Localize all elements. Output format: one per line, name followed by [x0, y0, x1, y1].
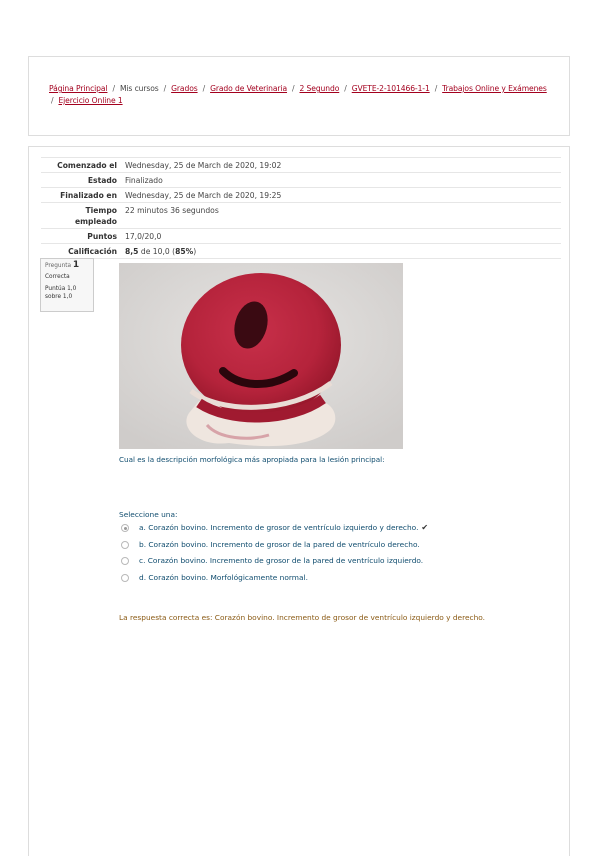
summary-row-marks [41, 229, 561, 244]
answer-b-text: b. Corazón bovino. Incremento de grosor de la pared de ventrículo derecho. [139, 539, 420, 549]
answer-d-text: d. Corazón bovino. Morfológicamente normal. [139, 572, 308, 582]
started-label: Comenzado el [57, 160, 117, 170]
grade-percent: 85% [175, 246, 194, 256]
started-value: Wednesday, 25 de March de 2020, 19:02 [125, 160, 282, 170]
breadcrumb-semester-link[interactable]: 2 Segundo [299, 84, 340, 93]
question-number: 1 [72, 260, 80, 270]
time-taken-value: 22 minutos 36 segundos [125, 205, 219, 215]
breadcrumb-section-link[interactable]: Trabajos Online y Exámenes [442, 84, 547, 93]
marks-value: 17,0/20,0 [125, 231, 162, 241]
summary-row-time [41, 203, 561, 229]
breadcrumb-degree-link[interactable]: Grado de Veterinaria [210, 84, 288, 93]
attempt-summary-table [41, 157, 561, 259]
radio-button-b[interactable] [121, 541, 129, 549]
breadcrumb-my-courses: Mis cursos [119, 84, 159, 93]
summary-row-finished [41, 188, 561, 203]
radio-button-a[interactable] [121, 524, 129, 532]
breadcrumb-home-link[interactable]: Página Principal [49, 84, 108, 93]
breadcrumb-course-link[interactable]: GVETE-2-101466-1-1 [351, 84, 430, 93]
breadcrumb-separator: / [51, 96, 54, 105]
answer-option-c[interactable] [121, 556, 541, 573]
summary-row-started [41, 158, 561, 173]
question-grade: Puntúa 1,0 sobre 1,0 [45, 286, 77, 300]
answer-option-a[interactable] [121, 523, 541, 540]
finished-value: Wednesday, 25 de March de 2020, 19:25 [125, 190, 282, 200]
answer-option-b[interactable] [121, 540, 541, 557]
breadcrumb-degrees-link[interactable]: Grados [171, 84, 198, 93]
quiz-review-panel [28, 146, 570, 856]
grade-value-cell: 8,5 de 10,0 (85%) [125, 246, 197, 256]
radio-button-d[interactable] [121, 574, 129, 582]
grade-out-of: de 10,0 [140, 246, 170, 256]
breadcrumb-separator: / [434, 84, 438, 93]
radio-button-c[interactable] [121, 557, 129, 565]
breadcrumb-separator: / [292, 84, 295, 93]
question-number-label: Pregunta [45, 263, 72, 269]
check-icon: ✔ [421, 523, 429, 532]
bovine-heart-image [119, 263, 403, 449]
breadcrumb-separator: / [112, 84, 115, 93]
breadcrumb-separator: / [163, 84, 167, 93]
grade-label: Calificación [68, 246, 117, 256]
time-taken-label: Tiempo empleado [74, 205, 117, 226]
answer-option-d[interactable] [121, 573, 541, 590]
grade-value: 8,5 [125, 246, 139, 256]
breadcrumb-separator: / [344, 84, 347, 93]
marks-label: Puntos [87, 231, 117, 241]
heart-photo-illustration [119, 263, 403, 449]
answer-a-text: a. Corazón bovino. Incremento de grosor de ventrículo izquierdo y derecho. [139, 523, 419, 532]
state-label: Estado [87, 175, 117, 185]
finished-label: Finalizado en [60, 190, 117, 200]
answer-options [121, 523, 541, 589]
breadcrumb-exercise-link[interactable]: Ejercicio Online 1 [58, 96, 123, 105]
question-state: Correcta [45, 273, 70, 280]
breadcrumb-separator: / [202, 84, 206, 93]
correct-answer-feedback: La respuesta correcta es: Corazón bovino. Incremento de grosor de ventrículo izquierdo y derecho. [119, 613, 486, 622]
breadcrumb-panel [28, 56, 570, 136]
summary-row-state [41, 173, 561, 188]
select-one-label: Seleccione una: [119, 510, 178, 519]
state-value: Finalizado [125, 175, 163, 185]
answer-c-text: c. Corazón bovino. Incremento de grosor de la pared de ventrículo izquierdo. [139, 556, 424, 565]
question-text: Cual es la descripción morfológica más apropiada para la lesión principal: [119, 455, 385, 464]
summary-row-grade [41, 244, 561, 259]
question-info-box [40, 258, 94, 312]
breadcrumb [49, 83, 549, 107]
